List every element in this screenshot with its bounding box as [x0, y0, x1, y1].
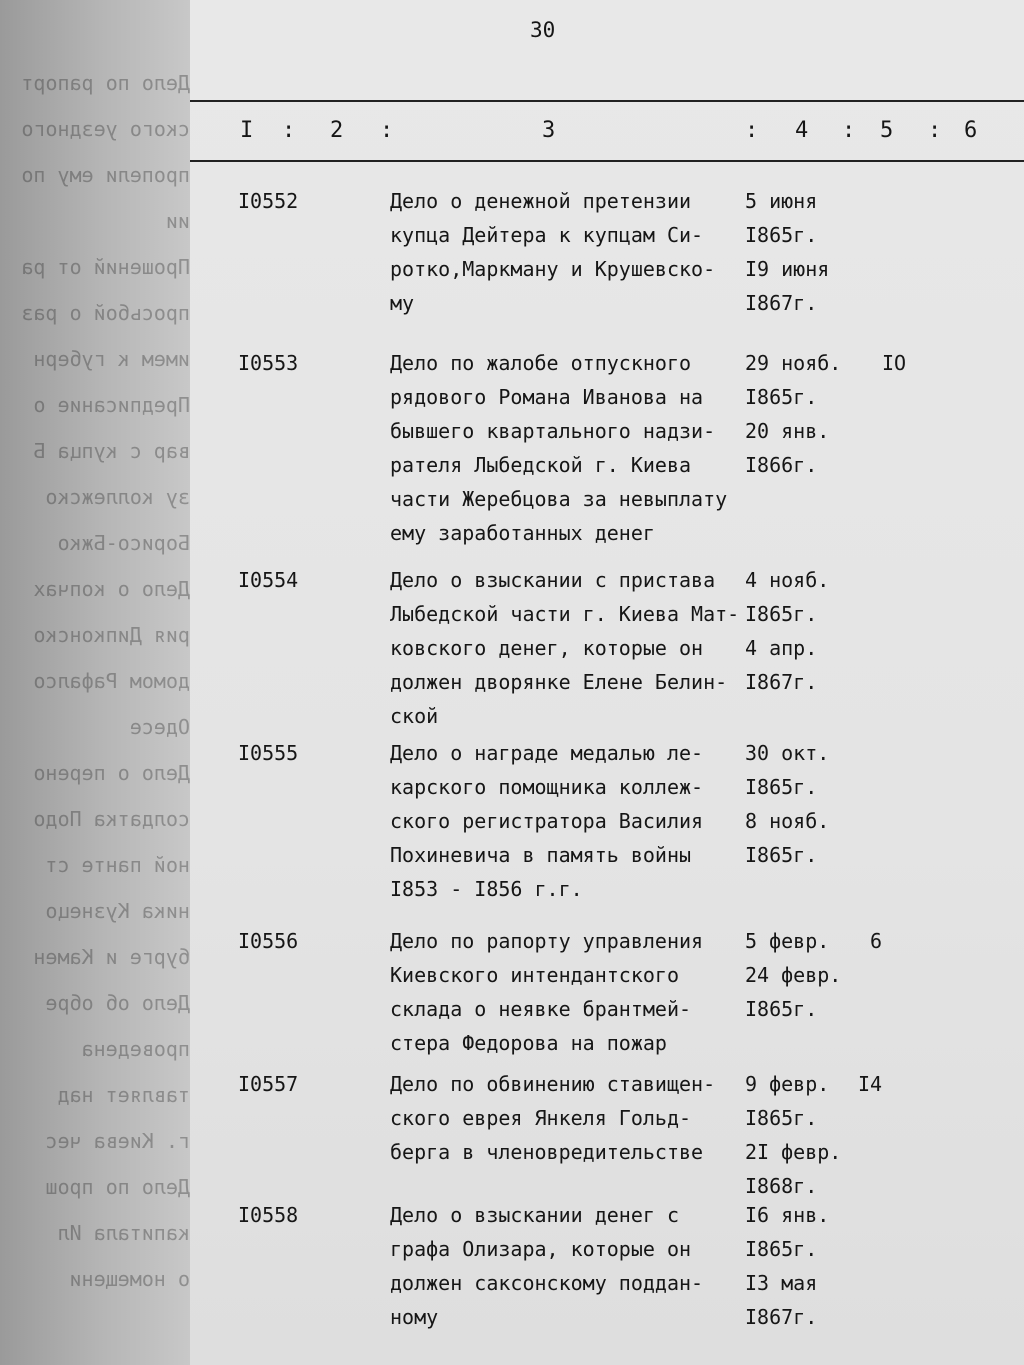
case-date-line: I3 мая [745, 1271, 818, 1295]
case-title [390, 184, 750, 320]
case-title [390, 1067, 750, 1169]
case-date-line: I865г. [745, 1106, 818, 1130]
case-title-line: должен дворянке Елене Белин- [390, 670, 728, 694]
column-header-5: 5 [880, 118, 894, 143]
case-title-line: ского еврея Янкеля Гольд- [390, 1106, 692, 1130]
bleed-line: солдатка Подо [33, 807, 190, 831]
case-date-line: I9 июня [745, 257, 830, 281]
case-title-line: склада о неявке брантмей- [390, 997, 692, 1021]
sheet-count: I4 [858, 1072, 883, 1096]
bleed-line: о номещени [69, 1267, 190, 1291]
column-separator: : [282, 118, 296, 143]
case-title-line: ковского денег, которые он [390, 636, 704, 660]
column-header-4: 4 [795, 118, 809, 143]
bleed-line: ника Кузнецо [45, 899, 190, 923]
case-date-line: 30 окт. [745, 741, 830, 765]
case-title-line: Дело по обвинению ставищен- [390, 1072, 716, 1096]
bleed-line: зу коллежско [45, 485, 190, 509]
bleed-line: бурге и Камен [33, 945, 190, 969]
sheet-count: IO [882, 351, 907, 375]
column-separator: : [745, 118, 759, 143]
case-date-line: I868г. [745, 1174, 818, 1198]
case-number: I0552 [238, 189, 299, 213]
case-title-line: Дело по рапорту управления [390, 929, 704, 953]
bleed-line: ии [165, 209, 190, 233]
bleed-line: ского уездного [21, 117, 190, 141]
case-title [390, 736, 750, 906]
case-title [390, 563, 750, 733]
case-date-line: 5 февр. [745, 929, 830, 953]
bleed-line: Одесе [129, 715, 190, 739]
column-header-6: 6 [964, 118, 978, 143]
sheet-count: 6 [870, 929, 883, 953]
case-date-line: I865г. [745, 1237, 818, 1261]
case-title-line: купца Дейтера к купцам Си- [390, 223, 704, 247]
case-title-line: ному [390, 1305, 439, 1329]
column-separator: : [380, 118, 394, 143]
case-date-line: I867г. [745, 291, 818, 315]
case-title-line: части Жеребцова за невыплату [390, 487, 728, 511]
column-header-2: 2 [330, 118, 344, 143]
header-top-rule [190, 100, 1024, 102]
bleed-line: имем к губерн [33, 347, 190, 371]
case-date-line: 8 нояб. [745, 809, 830, 833]
bleed-line: домом Рафалсо [33, 669, 190, 693]
case-number: I0558 [238, 1203, 299, 1227]
bleed-line: вар с купца Б [33, 439, 190, 463]
case-title-line: Киевского интендантского [390, 963, 679, 987]
header-bottom-rule [190, 160, 1024, 162]
case-title-line: рядового Романа Иванова на [390, 385, 704, 409]
case-date-line: 29 нояб. [745, 351, 842, 375]
case-title-line: Лыбедской части г. Киева Мат- [390, 602, 740, 626]
case-title-line: Похиневича в память войны [390, 843, 692, 867]
bleed-line: Дело по рапорт [21, 71, 190, 95]
case-title-line: берга в членовредительстве [390, 1140, 704, 1164]
bleed-line: Борисо-Бжко [57, 531, 190, 555]
case-title-line: ему заработанных денег [390, 521, 655, 545]
facing-page [0, 0, 190, 1365]
bleed-line: г. Киева чес [45, 1129, 190, 1153]
case-dates [745, 563, 865, 699]
column-header-I: I [240, 118, 254, 143]
case-title-line: ротко,Маркману и Крушевско- [390, 257, 716, 281]
case-date-line: 4 нояб. [745, 568, 830, 592]
case-title [390, 924, 750, 1060]
bleed-line: Дело по прош [45, 1175, 190, 1199]
case-title-line: Дело о награде медалью ле- [390, 741, 704, 765]
case-number: I0553 [238, 351, 299, 375]
case-title-line: му [390, 291, 415, 315]
case-title-line: графа Олизара, которые он [390, 1237, 692, 1261]
case-title-line: ского регистратора Василия [390, 809, 704, 833]
case-date-line: I865г. [745, 843, 818, 867]
bleed-line: Дело о копчах [33, 577, 190, 601]
case-number: I0557 [238, 1072, 299, 1096]
bleed-line: рия Дипконско [33, 623, 190, 647]
case-title-line: I853 - I856 г.г. [390, 877, 583, 901]
case-date-line: I865г. [745, 602, 818, 626]
document-page [190, 0, 1024, 1365]
case-date-line: 4 апр. [745, 636, 818, 660]
bleed-line: Предписание о [33, 393, 190, 417]
case-date-line: I865г. [745, 775, 818, 799]
case-date-line: 2I февр. [745, 1140, 842, 1164]
case-title-line: бывшего квартального надзи- [390, 419, 716, 443]
case-title-line: Дело о взыскании с пристава [390, 568, 716, 592]
case-title [390, 346, 750, 550]
case-title-line: карского помощника коллеж- [390, 775, 704, 799]
case-date-line: I867г. [745, 670, 818, 694]
case-title-line: стера Федорова на пожар [390, 1031, 667, 1055]
bleed-line: просьбой о раз [21, 301, 190, 325]
bleed-line: Прошений от ра [21, 255, 190, 279]
case-title-line: должен саксонскому поддан- [390, 1271, 704, 1295]
column-header-3: 3 [542, 118, 556, 143]
case-dates [745, 1198, 865, 1334]
case-date-line: 20 янв. [745, 419, 830, 443]
case-dates [745, 184, 865, 320]
case-date-line: I865г. [745, 385, 818, 409]
case-date-line: I865г. [745, 997, 818, 1021]
case-date-line: I6 янв. [745, 1203, 830, 1227]
case-title-line: рателя Лыбедской г. Киева [390, 453, 692, 477]
bleed-line: пропели ему по [21, 163, 190, 187]
column-separator: : [928, 118, 942, 143]
case-date-line: I866г. [745, 453, 818, 477]
bleed-line: капитала Ил [57, 1221, 190, 1245]
case-title-line: Дело о денежной претензии [390, 189, 692, 213]
case-date-line: 24 февр. [745, 963, 842, 987]
case-number: I0556 [238, 929, 299, 953]
case-number: I0554 [238, 568, 299, 592]
case-dates [745, 346, 865, 482]
bleed-line: Дело о перено [33, 761, 190, 785]
case-date-line: I867г. [745, 1305, 818, 1329]
case-title-line: Дело о взыскании денег с [390, 1203, 679, 1227]
bleed-line: проведена [81, 1037, 190, 1061]
case-date-line: 5 июня [745, 189, 818, 213]
bleed-line: Дело об обре [45, 991, 190, 1015]
case-dates [745, 1067, 865, 1203]
page-number: 30 [530, 18, 556, 42]
case-dates [745, 924, 865, 1026]
facing-page-bleed-through [0, 60, 190, 1302]
case-date-line: I865г. [745, 223, 818, 247]
case-date-line: 9 февр. [745, 1072, 830, 1096]
case-number: I0555 [238, 741, 299, 765]
column-separator: : [842, 118, 856, 143]
case-title-line: ской [390, 704, 439, 728]
case-title [390, 1198, 750, 1334]
bleed-line: ной панте ст [45, 853, 190, 877]
case-dates [745, 736, 865, 872]
bleed-line: тавляет над [57, 1083, 190, 1107]
case-title-line: Дело по жалобе отпускного [390, 351, 692, 375]
